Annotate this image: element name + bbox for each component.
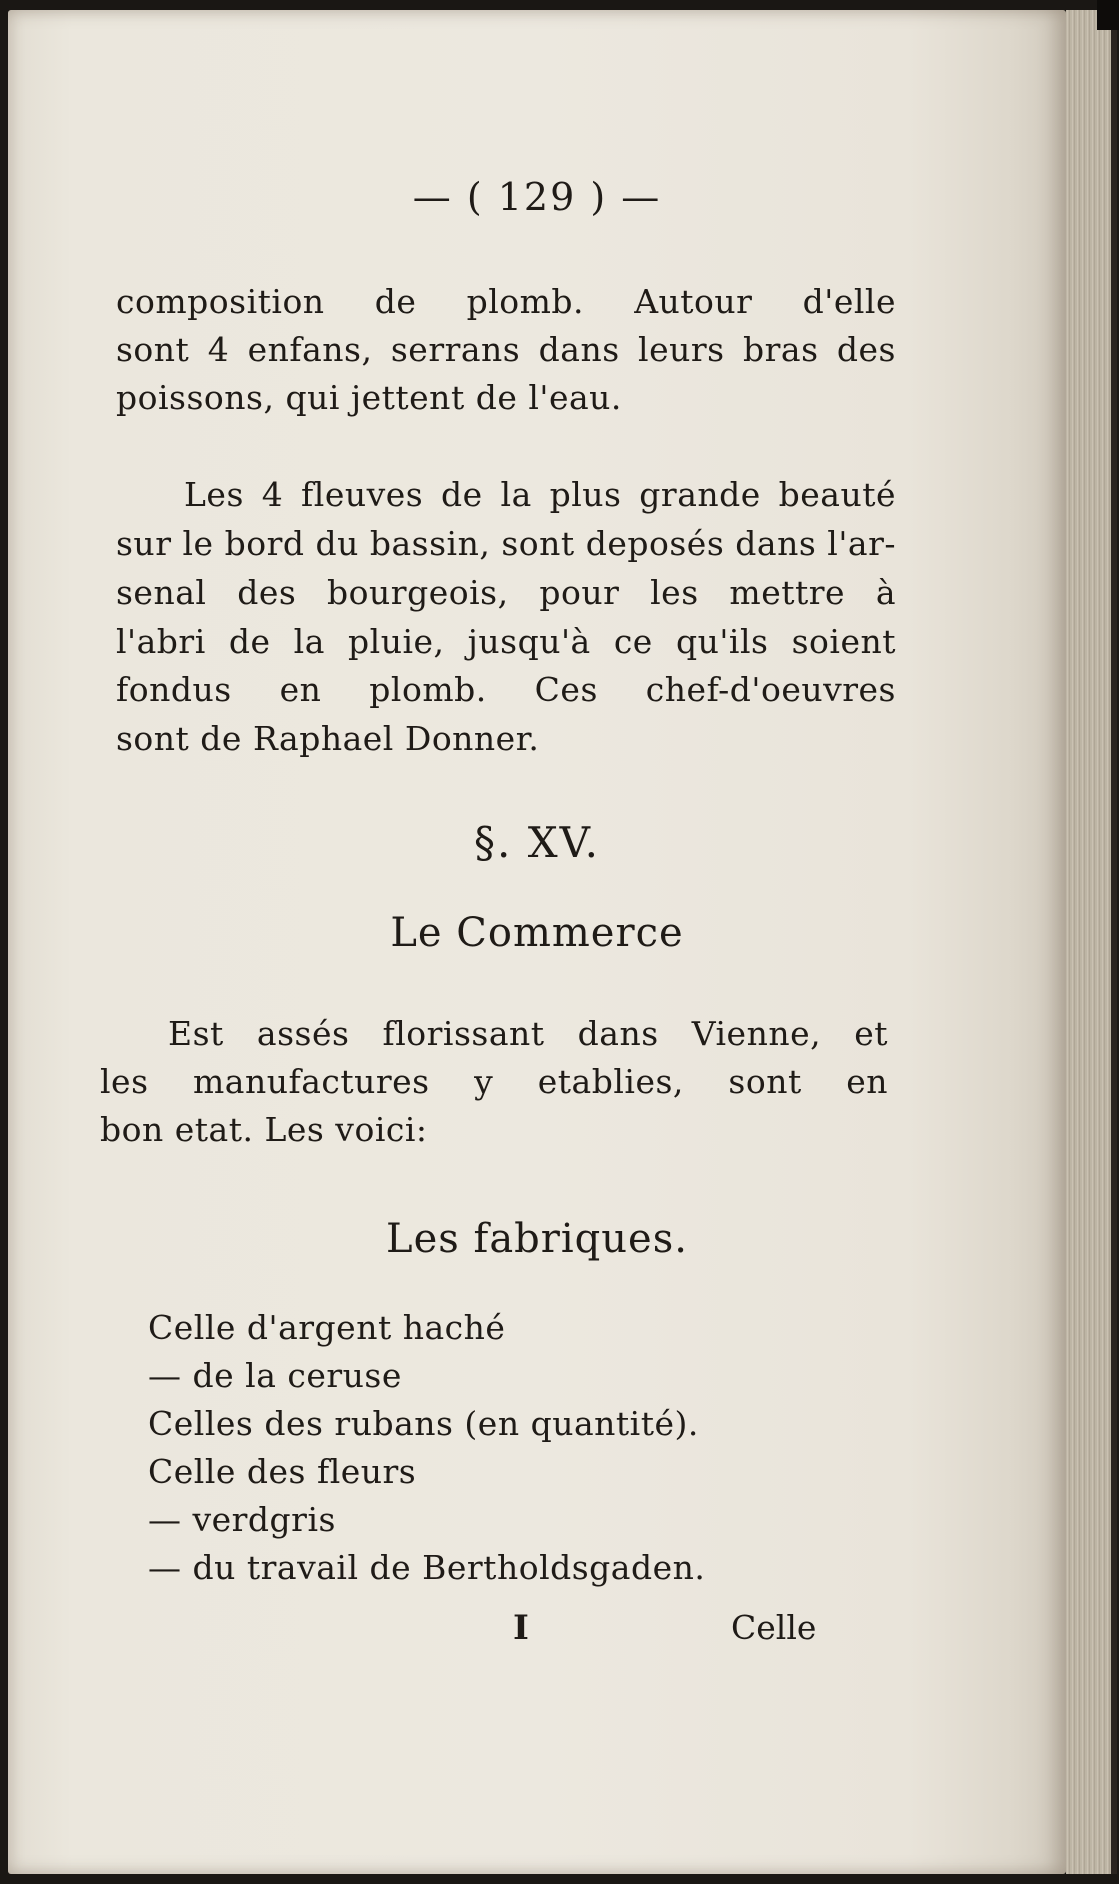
paragraph-3-line-3: bon etat. Les voici: <box>100 1110 428 1149</box>
paragraph-1-line-2: sont 4 enfans, serrans dans leurs bras des <box>116 330 896 369</box>
list-item: Celles des rubans (en quantité). <box>148 1404 699 1443</box>
book-page <box>8 10 1066 1874</box>
paragraph-2-line-2: sur le bord du bassin, sont deposés dans l'ar- <box>116 524 896 563</box>
paragraph-1-line-3: poissons, qui jettent de l'eau. <box>116 378 622 417</box>
paragraph-2-line-5: fondus en plomb. Ces chef-d'oeuvres <box>116 670 896 709</box>
list-item: — verdgris <box>148 1500 336 1539</box>
catchword: Celle <box>731 1608 817 1647</box>
paragraph-2-line-3: senal des bourgeois, pour les mettre à <box>116 573 896 612</box>
list-item: — de la ceruse <box>148 1356 402 1395</box>
list-item: Celle des fleurs <box>148 1452 417 1491</box>
paragraph-2-line-4: l'abri de la pluie, jusqu'à ce qu'ils soient <box>116 622 896 661</box>
section-number: §. XV. <box>474 818 600 867</box>
paragraph-1-line-1: composition de plomb. Autour d'elle <box>116 282 896 321</box>
page-header: — ( 129 ) — <box>412 175 662 219</box>
paragraph-3-line-1: Est assés florissant dans Vienne, et <box>168 1014 888 1053</box>
subheading-fabriques: Les fabriques. <box>386 1216 688 1262</box>
list-item: Celle d'argent haché <box>148 1308 506 1347</box>
paragraph-2-line-1: Les 4 fleuves de la plus grande beauté <box>184 475 896 514</box>
paragraph-3-line-2: les manufactures y etablies, sont en <box>100 1062 888 1101</box>
list-item: — du travail de Bertholdsgaden. <box>148 1548 706 1587</box>
section-title: Le Commerce <box>390 910 684 956</box>
dark-corner <box>1097 0 1119 30</box>
page-edge-fore <box>1066 10 1117 1874</box>
paragraph-2-line-6: sont de Raphael Donner. <box>116 719 540 758</box>
signature-mark: I <box>513 1608 529 1648</box>
